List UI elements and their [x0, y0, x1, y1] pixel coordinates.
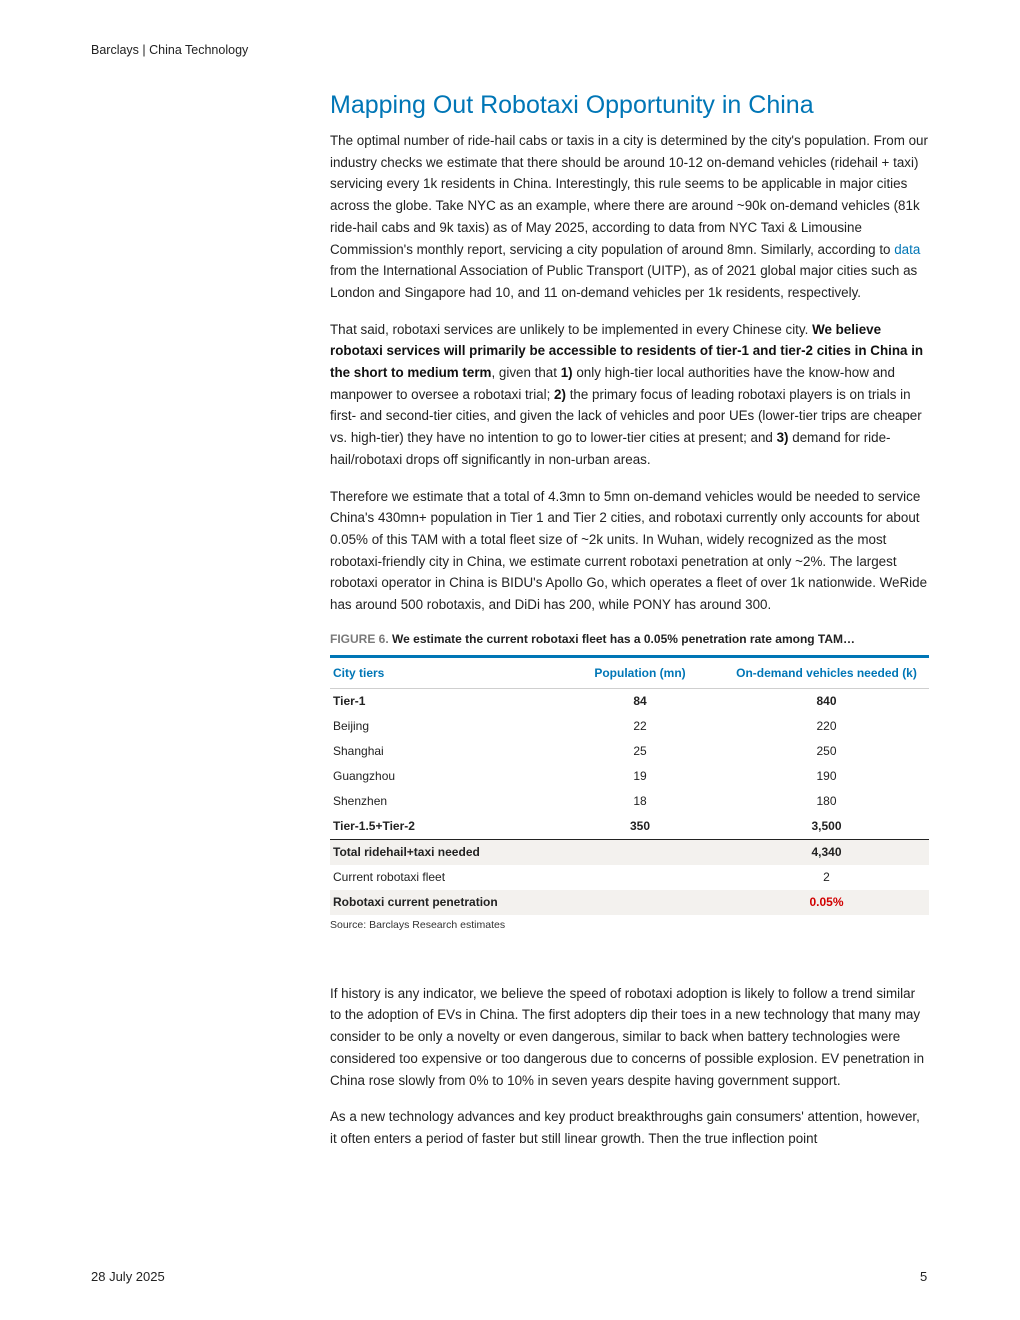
table-header-row [330, 656, 929, 688]
row-label: Shenzhen [333, 794, 388, 809]
row-label: Guangzhou [333, 769, 396, 784]
row-vehicles: 2 [823, 870, 830, 885]
row-vehicles: 220 [816, 719, 837, 734]
row-vehicles: 3,500 [811, 819, 842, 834]
continuation-section [330, 983, 929, 1150]
table-row [330, 714, 929, 739]
row-vehicles: 180 [816, 794, 837, 809]
figure-table [330, 655, 929, 915]
page-header: Barclays | China Technology [91, 43, 249, 57]
row-label: Robotaxi current penetration [330, 890, 556, 915]
footer-date: 28 July 2025 [91, 1269, 165, 1284]
table-row [330, 764, 929, 789]
p2-g: the primary focus of leading robotaxi players is on trials in first- and second-tier cities, and given the lack of vehicles and poor UEs (lower-tier trips are cheaper vs. high-tier) they have no intention to go to lower-tier cities at present; and [330, 386, 922, 446]
p2-h: 3) [776, 430, 789, 446]
paragraph-1-end: from the International Association of Public Transport (UITP), as of 2021 global major cities such as London and Singapore had 10, and 11 on-demand vehicles per 1k residents, respectively. [330, 263, 918, 300]
paragraph-1-text: The optimal number of ride-hail cabs or taxis in a city is determined by the city's population. From our industry checks we estimate that there should be around 10-12 on-demand vehicles (ridehail + taxi) servicing every 1k residents in China. Interestingly, this rule seems to be applicable in major cities across the globe. Take NYC as an example, where there are around ~90k on-demand vehicles (81k ride-hail cabs and 9k taxis) as of May 2025, according to data from NYC Taxi & Limousine Commission's monthly report, servicing a city population of around 8mn. Similarly, according to [330, 133, 928, 257]
data-link[interactable]: data [894, 241, 921, 257]
p2-c: , given that [491, 365, 557, 381]
table-row-penetration [330, 890, 929, 915]
row-vehicles: 190 [816, 769, 837, 784]
row-population: 84 [633, 694, 647, 709]
header-vehicles: On-demand vehicles needed (k) [724, 656, 929, 688]
header-city-tiers: City tiers [330, 656, 556, 688]
row-population [556, 865, 724, 890]
row-label: Tier-1 [333, 694, 366, 709]
row-label: Total ridehail+taxi needed [330, 839, 556, 865]
table-row [330, 865, 929, 890]
row-vehicles: 840 [816, 694, 837, 709]
p2-a: That said, robotaxi services are unlikely to be implemented in every Chinese city. [330, 321, 809, 337]
table-row [330, 688, 929, 714]
p2-d: 1) [560, 365, 573, 381]
p2-b: We believe robotaxi services will primarily be accessible to residents of tier-1 and tier-2 cities in China in the short to medium term [330, 321, 924, 381]
row-population [556, 890, 724, 915]
table-row [330, 814, 929, 840]
row-label: Beijing [333, 719, 370, 734]
figure-number: FIGURE 6. [330, 631, 389, 646]
section-title: Mapping Out Robotaxi Opportunity in China [330, 91, 814, 119]
paragraph-2 [330, 319, 929, 471]
table-row [330, 739, 929, 764]
row-population: 350 [629, 819, 651, 834]
main-content [330, 89, 929, 1165]
table-row-total [330, 839, 929, 865]
paragraph-5: As a new technology advances and key product breakthroughs gain consumers' attention, however, it often enters a period of faster but still linear growth. Then the true inflection point [330, 1109, 920, 1146]
p2-e: only high-tier local authorities have the know-how and manpower to oversee a robotaxi trial; [330, 365, 895, 402]
row-vehicles: 4,340 [724, 839, 929, 865]
row-population: 18 [633, 794, 647, 809]
table-row [330, 789, 929, 814]
row-population: 22 [633, 719, 647, 734]
row-vehicles: 250 [816, 744, 837, 759]
row-label: Tier-1.5+Tier-2 [333, 819, 415, 834]
row-population: 19 [633, 769, 647, 784]
p2-f: 2) [554, 386, 566, 402]
row-population [556, 839, 724, 865]
header-population: Population (mn) [556, 656, 724, 688]
paragraph-3: Therefore we estimate that a total of 4.3mn to 5mn on-demand vehicles would be needed to service China's 430mn+ population in Tier 1 and Tier 2 cities, and robotaxi currently only accounts for about 0.05% of this TAM with a total fleet size of ~2k units. In Wuhan, widely recognized as the most robotaxi-friendly city in China, we estimate current robotaxi penetration at only ~2%. The largest robotaxi operator in China is BIDU's Apollo Go, which operates a fleet of over 1k nationwide. WeRide has around 500 robotaxis, and DiDi has 200, while PONY has around 300. [330, 488, 928, 613]
figure-source: Source: Barclays Research estimates [330, 918, 506, 931]
page-number: 5 [920, 1269, 928, 1284]
paragraph-1 [330, 130, 929, 304]
row-population: 25 [633, 744, 647, 759]
row-label: Current robotaxi fleet [333, 870, 446, 885]
row-label: Shanghai [333, 744, 384, 759]
figure-caption: We estimate the current robotaxi fleet has a 0.05% penetration rate among TAM… [392, 631, 856, 646]
paragraph-4: If history is any indicator, we believe the speed of robotaxi adoption is likely to follow a trend similar to the adoption of EVs in China. The first adopters dip their toes in a new technology that many may consider to be only a novelty or even dangerous, similar to back when battery technologies were considered too expensive or too dangerous due to concerns of possible explosion. EV penetration in China rose slowly from 0% to 10% in seven years despite having government support. [330, 985, 925, 1088]
p2-i: demand for ride-hail/robotaxi drops off significantly in non-urban areas. [330, 430, 891, 467]
row-vehicles: 0.05% [724, 890, 929, 915]
figure-title [330, 631, 929, 647]
